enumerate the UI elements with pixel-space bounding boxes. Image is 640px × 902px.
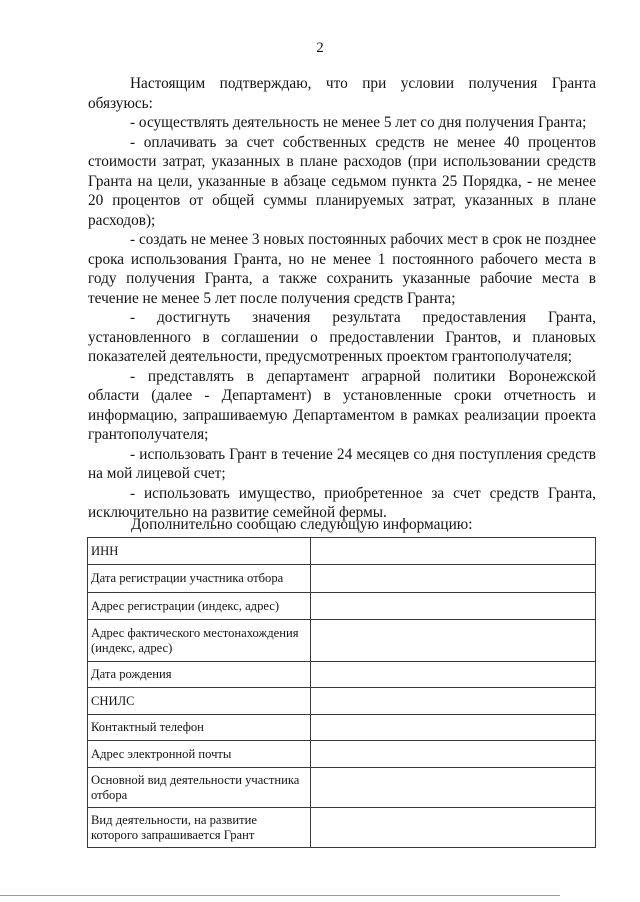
row-value-field[interactable] xyxy=(310,565,595,593)
obligation-item: - использовать Грант в течение 24 месяцев со дня поступления средств на мой лицевой счет; xyxy=(88,445,596,482)
table-intro: Дополнительно сообщаю следующую информацию: xyxy=(131,516,473,533)
row-label: Контактный телефон xyxy=(88,715,311,741)
row-value-field[interactable] xyxy=(310,768,595,808)
row-value-field[interactable] xyxy=(310,620,595,662)
row-label: ИНН xyxy=(88,538,311,565)
table-row xyxy=(88,741,596,768)
row-label: Дата рождения xyxy=(88,662,311,688)
info-table xyxy=(87,537,596,848)
table-row xyxy=(88,808,596,848)
table-row xyxy=(88,688,596,715)
obligation-item: - представлять в департамент аграрной политики Воронежской области (далее - Департамент) в установленные сроки отчетность и информацию, запрашиваемую Департаментом в рамках реализации проекта грантополучателя; xyxy=(88,367,596,443)
row-value-field[interactable] xyxy=(310,662,595,688)
row-label: Адрес регистрации (индекс, адрес) xyxy=(88,593,311,620)
row-value-field[interactable] xyxy=(310,593,595,620)
bottom-rule xyxy=(0,895,560,896)
row-label: Основной вид деятельности участника отбора xyxy=(88,768,311,808)
row-label: СНИЛС xyxy=(88,688,311,715)
row-label: Дата регистрации участника отбора xyxy=(88,565,311,593)
table-row xyxy=(88,768,596,808)
row-label: Адрес фактического местонахождения (индекс, адрес) xyxy=(88,620,311,662)
row-value-field[interactable] xyxy=(310,741,595,768)
row-label: Вид деятельности, на развитие которого запрашивается Грант xyxy=(88,808,311,848)
table-row xyxy=(88,538,596,565)
obligation-item: - достигнуть значения результата предоставления Гранта, установленного в соглашении о предоставлении Грантов, и плановых показателей деятельности, предусмотренных проектом грантополучателя; xyxy=(88,309,596,365)
page-number: 2 xyxy=(316,40,324,56)
obligation-item: - осуществлять деятельность не менее 5 лет со дня получения Гранта; xyxy=(130,114,587,131)
obligation-item: - использовать имущество, приобретенное за счет средств Гранта, исключительно на развитие семейной фермы. xyxy=(88,484,596,521)
row-value-field[interactable] xyxy=(310,715,595,741)
table-row xyxy=(88,662,596,688)
table-row xyxy=(88,565,596,593)
row-value-field[interactable] xyxy=(310,808,595,848)
obligations-text xyxy=(88,74,596,523)
obligation-item: - оплачивать за счет собственных средств не менее 40 процентов стоимости затрат, указанных в плане расходов (при использовании средств Гранта на цели, указанные в абзаце седьмом пункта 25 Порядка, - не менее 20 процентов от общей суммы планируемых затрат, указанных в плане расходов); xyxy=(88,133,596,229)
table-row xyxy=(88,715,596,741)
table-row xyxy=(88,620,596,662)
table-row xyxy=(88,593,596,620)
row-value-field[interactable] xyxy=(310,538,595,565)
intro-paragraph: Настоящим подтверждаю, что при условии получения Гранта обязуюсь: xyxy=(88,75,596,112)
obligation-item: - создать не менее 3 новых постоянных рабочих мест в срок не позднее срока использования Гранта, но не менее 1 постоянного рабочего места в году получения Гранта, а также сохранить указанные рабочие места в течение не менее 5 лет после получения средств Гранта; xyxy=(88,231,596,307)
row-label: Адрес электронной почты xyxy=(88,741,311,768)
row-value-field[interactable] xyxy=(310,688,595,715)
